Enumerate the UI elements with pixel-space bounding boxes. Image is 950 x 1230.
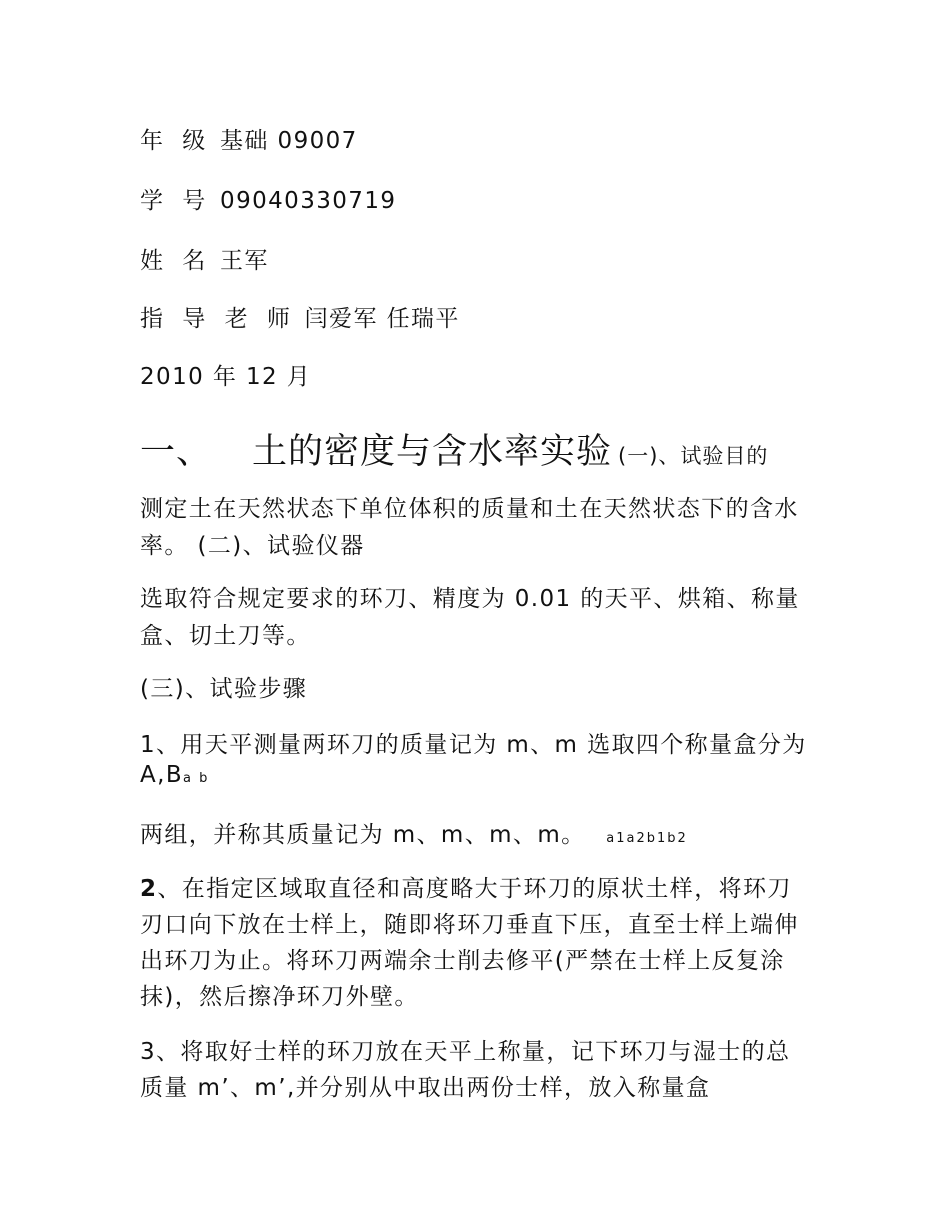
purpose-subheading: (一)、试验目的 <box>618 444 769 468</box>
step1-subscripts: a b <box>183 771 210 786</box>
name-label: 姓 名 <box>140 248 212 274</box>
step1-line3 <box>140 816 688 849</box>
student-id-value: 09040330719 <box>220 188 397 214</box>
grade-line <box>140 122 358 155</box>
date-line: 2010 年 12 月 <box>140 364 312 390</box>
section-title: 土的密度与含水率实验 <box>252 432 613 472</box>
step2-line2: 刃口向下放在士样上，随即将环刀垂直下压，直至士样上端伸 <box>140 912 799 938</box>
grade-value: 基础 09007 <box>220 128 358 154</box>
grade-label: 年 级 <box>140 128 212 154</box>
equipment-text-line1: 选取符合规定要求的环刀、精度为 0.01 的天平、烘箱、称量 <box>140 586 800 612</box>
step2-line1 <box>140 870 792 903</box>
step2-line4: 抹)，然后擦净环刀外壁。 <box>140 984 419 1010</box>
name-line <box>140 242 269 275</box>
step1-mass-subscripts: a1a2b1b2 <box>606 831 688 846</box>
step1-mass-text: 两组，并称其质量记为 m、m、m、m。 <box>140 822 586 848</box>
step3-line1: 3、将取好士样的环刀放在天平上称量，记下环刀与湿士的总 <box>140 1039 791 1065</box>
advisor-value: 闫爱军 任瑞平 <box>304 306 460 332</box>
equipment-text-line2: 盒、切土刀等。 <box>140 623 311 649</box>
student-id-line <box>140 182 396 215</box>
step2-text: 、在指定区域取直径和高度略大于环刀的原状土样，将环刀 <box>157 876 792 902</box>
step2-number: 2 <box>140 876 158 902</box>
purpose-text-line1: 测定土在天然状态下单位体积的质量和土在天然状态下的含水 <box>140 496 799 522</box>
advisor-label: 指 导 老 师 <box>140 306 296 332</box>
step1-groups: A,B <box>140 762 184 788</box>
step3-line2: 质量 m’、m’,并分别从中取出两份士样，放入称量盒 <box>140 1075 711 1101</box>
step1-line1: 1、用天平测量两环刀的质量记为 m、m 选取四个称量盒分为 <box>140 732 807 758</box>
section-heading <box>140 424 768 474</box>
steps-heading: (三)、试验步骤 <box>140 676 308 702</box>
name-value: 王军 <box>220 248 269 274</box>
step2-line3: 出环刀为止。将环刀两端余士削去修平(严禁在士样上反复涂 <box>140 948 785 974</box>
student-id-label: 学 号 <box>140 188 212 214</box>
purpose-text-line2: 率。 (二)、试验仪器 <box>140 533 365 559</box>
step1-line2 <box>140 762 209 788</box>
advisor-line <box>140 300 460 333</box>
section-number: 一、 <box>140 432 213 472</box>
